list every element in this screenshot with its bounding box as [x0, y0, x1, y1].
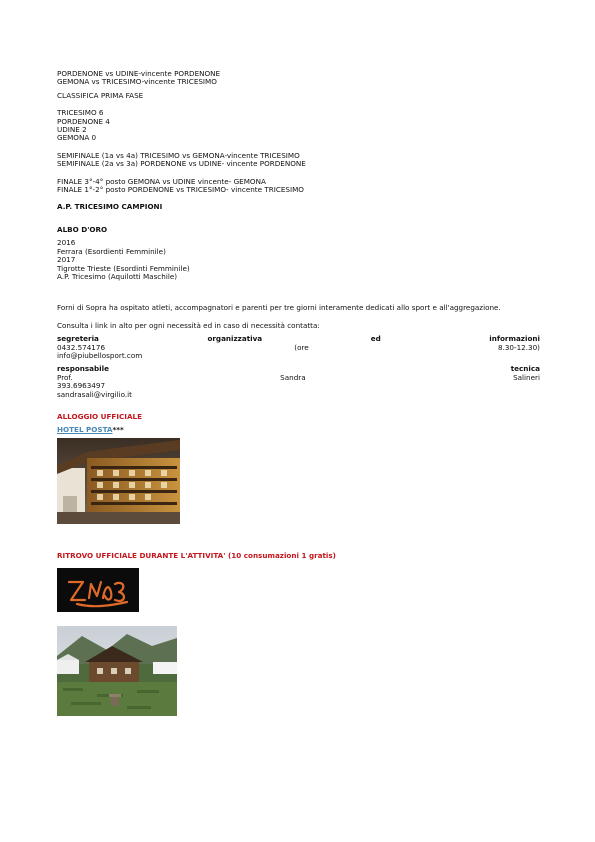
lodge-photo [57, 626, 177, 716]
segreteria-word: organizzativa [207, 334, 263, 344]
standing-1: TRICESIMO 6 [57, 108, 104, 118]
responsabile-title: Prof. [57, 372, 73, 382]
albo-entry: Tigrotte Trieste (Esordinti Femminile) [57, 263, 190, 273]
final-1-2: FINALE 1°-2° posto PORDENONE vs TRICESIMO- vincente TRICESIMO [57, 185, 304, 195]
hosted-paragraph: Forni di Sopra ha ospitato atleti, accompagnatori e parenti per tre giorni interamente dedicati allo sport e all'aggregazione. [57, 303, 501, 313]
albo-entry: 2017 [57, 255, 76, 265]
bar-logo-image [57, 568, 139, 612]
segreteria-word: ed [370, 334, 381, 344]
segreteria-word: segreteria [57, 334, 99, 344]
albo-entry: 2016 [57, 238, 76, 248]
segreteria-word: informazioni [489, 334, 540, 344]
segreteria-hours-open: (ore [294, 342, 309, 352]
responsabile-word: tecnica [510, 364, 540, 374]
match-result-1: PORDENONE vs UDINE-vincente PORDENONE [57, 69, 221, 78]
hotel-line [57, 426, 540, 434]
responsabile-name-line [57, 374, 540, 382]
albo-entry: A.P. Tricesimo (Aquilotti Maschile) [57, 271, 178, 281]
albo-title: ALBO D'ORO [57, 224, 108, 234]
standing-4: GEMONA 0 [57, 133, 97, 143]
responsabile-phone: 393.6963497 [57, 381, 106, 391]
document-body [57, 70, 540, 716]
responsabile-word: responsabile [57, 364, 109, 374]
segreteria-email[interactable]: info@piubellosport.com [57, 350, 143, 360]
responsabile-email[interactable]: sandrasali@virgilio.it [57, 389, 132, 399]
albo-entry: Ferrara (Esordienti Femminile) [57, 246, 166, 256]
ritrovo-title: RITROVO UFFICIALE DURANTE L'ATTIVITA' (10 consumazioni 1 gratis) [57, 550, 336, 560]
alloggio-title: ALLOGGIO UFFICIALE [57, 411, 142, 421]
final-3-4: FINALE 3°-4° posto GEMONA vs UDINE vincente- GEMONA [57, 176, 266, 186]
responsabile-first-name: Sandra [280, 372, 306, 382]
semifinal-2: SEMIFINALE (2a vs 3a) PORDENONE vs UDINE- vincente PORDENONE [57, 159, 306, 169]
responsabile-last-name: Salineri [513, 372, 540, 382]
segreteria-hours: 8.30-12.30) [498, 342, 540, 352]
consult-paragraph: Consulta i link in alto per ogni necessità ed in caso di necessità contatta: [57, 320, 320, 330]
hotel-posta-link[interactable]: HOTEL POSTA [57, 425, 113, 435]
hotel-stars: *** [112, 425, 124, 435]
champions-heading: A.P. TRICESIMO CAMPIONI [57, 202, 163, 212]
classifica-title: CLASSIFICA PRIMA FASE [57, 90, 144, 100]
hotel-photo [57, 438, 180, 524]
segreteria-phone: 0432.574176 [57, 342, 106, 352]
match-result-2: GEMONA vs TRICESIMO-vincente TRICESIMO [57, 77, 217, 87]
standing-2: PORDENONE 4 [57, 116, 110, 126]
standing-3: UDINE 2 [57, 125, 87, 135]
semifinal-1: SEMIFINALE (1a vs 4a) TRICESIMO vs GEMONA-vincente TRICESIMO [57, 150, 300, 160]
